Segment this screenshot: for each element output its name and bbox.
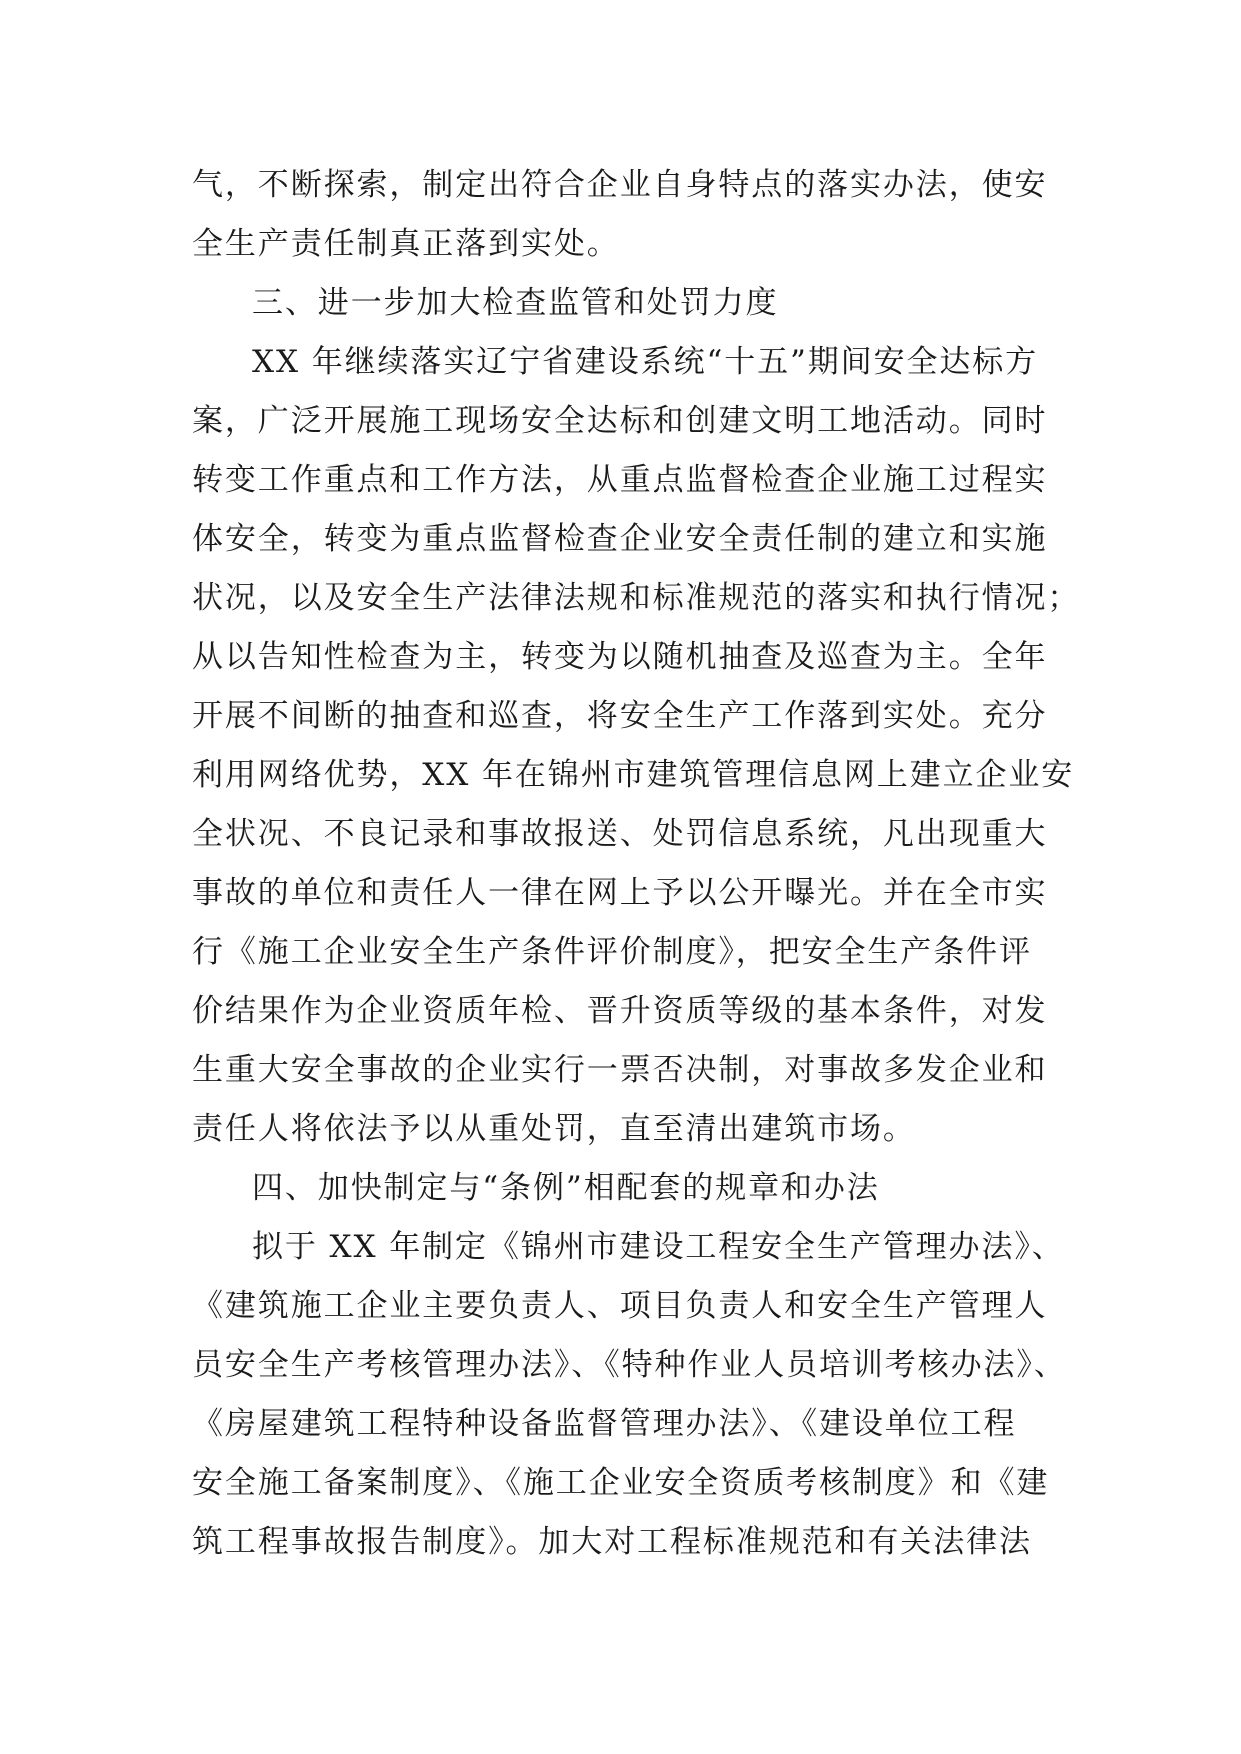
text-line: 转变工作重点和工作方法，从重点监督检查企业施工过程实 — [192, 462, 1048, 498]
section-heading-4 — [192, 1159, 1072, 1218]
document-body — [192, 156, 1081, 1572]
section-heading-3 — [192, 274, 1072, 333]
text-line: 筑工程事故报告制度》。加大对工程标准规范和有关法律法 — [192, 1524, 1032, 1560]
paragraph-regulations — [192, 1218, 1072, 1572]
text-line: 事故的单位和责任人一律在网上予以公开曝光。并在全市实 — [192, 875, 1048, 911]
text-line: 《建筑施工企业主要负责人、项目负责人和安全生产管理人 — [192, 1288, 1048, 1324]
text-line: 从以告知性检查为主，转变为以随机抽查及巡查为主。全年 — [192, 639, 1048, 675]
text-line: 利用网络优势，XX 年在锦州市建筑管理信息网上建立企业安 — [192, 757, 1075, 793]
heading-line: 四、加快制定与“条例”相配套的规章和办法 — [252, 1170, 880, 1206]
text-line: 气，不断探索，制定出符合企业自身特点的落实办法，使安 — [192, 167, 1048, 203]
text-line: 生重大安全事故的企业实行一票否决制，对事故多发企业和 — [192, 1052, 1048, 1088]
text-line: 《房屋建筑工程特种设备监督管理办法》、《建设单位工程 — [192, 1406, 1017, 1442]
text-line: XX 年继续落实辽宁省建设系统“十五”期间安全达标方 — [252, 344, 1039, 380]
text-line: 案，广泛开展施工现场安全达标和创建文明工地活动。同时 — [192, 403, 1048, 439]
text-line: 状况，以及安全生产法律法规和标准规范的落实和执行情况； — [192, 580, 1081, 616]
text-line: 拟于 XX 年制定《锦州市建设工程安全生产管理办法》、 — [252, 1229, 1065, 1265]
heading-line: 三、进一步加大检查监管和处罚力度 — [252, 285, 779, 321]
text-line: 员安全生产考核管理办法》、《特种作业人员培训考核办法》、 — [192, 1347, 1067, 1383]
text-line: 价结果作为企业资质年检、晋升资质等级的基本条件，对发 — [192, 993, 1048, 1029]
text-line: 责任人将依法予以从重处罚，直至清出建筑市场。 — [192, 1111, 916, 1147]
text-line: 全生产责任制真正落到实处。 — [192, 226, 620, 262]
paragraph-continuation — [192, 156, 1072, 274]
text-line: 体安全，转变为重点监督检查企业安全责任制的建立和实施 — [192, 521, 1048, 557]
text-line: 安全施工备案制度》、《施工企业安全资质考核制度》和《建 — [192, 1465, 1050, 1501]
text-line: 开展不间断的抽查和巡查，将安全生产工作落到实处。充分 — [192, 698, 1048, 734]
text-line: 行《施工企业安全生产条件评价制度》，把安全生产条件评 — [192, 934, 1032, 970]
paragraph-inspection — [192, 333, 1081, 1159]
text-line: 全状况、不良记录和事故报送、处罚信息系统，凡出现重大 — [192, 816, 1048, 852]
